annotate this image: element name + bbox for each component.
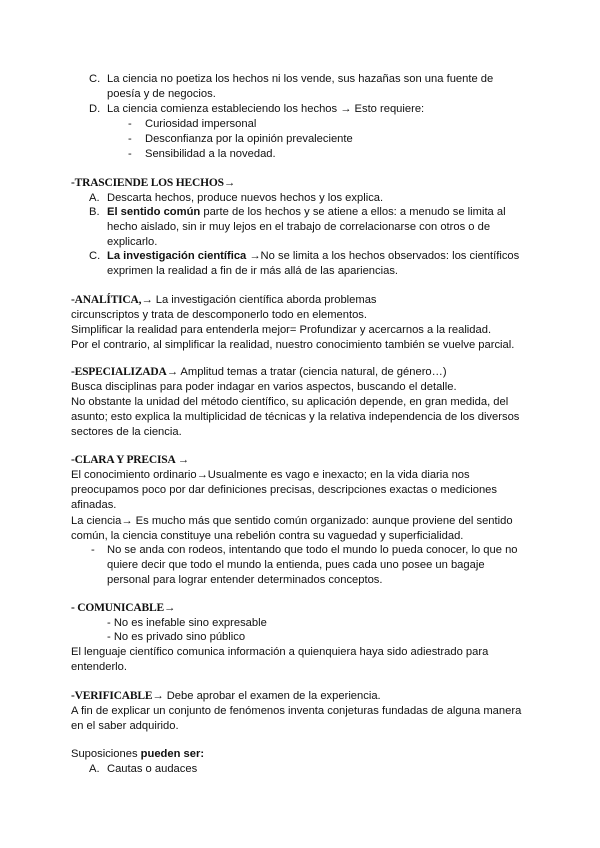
dash-marker: -	[91, 544, 95, 556]
list-item: - No es privado sino público	[107, 631, 246, 643]
paragraph-line: El conocimiento ordinario→Usualmente es vago e inexacto; en la vida diaria nos	[71, 469, 470, 481]
paragraph-line: común, la ciencia constituye una rebelión contra su vaguedad y superficialidad.	[71, 530, 464, 542]
paragraph-line: afinadas.	[71, 499, 117, 511]
text-run: Suposiciones	[71, 748, 141, 760]
paragraph-line	[107, 205, 506, 221]
paragraph-line: Cautas o audaces	[107, 763, 198, 775]
paragraph-line	[107, 249, 519, 265]
paragraph-line: Por el contrario, al simplificar la realidad, nuestro conocimiento también se vuelve parcial.	[71, 339, 515, 351]
paragraph-line: explicarlo.	[107, 236, 158, 248]
paragraph-line	[71, 293, 377, 309]
bold-term: La investigación científica	[107, 250, 247, 262]
section-heading: -ESPECIALIZADA→	[71, 366, 178, 378]
list-marker: B.	[89, 206, 100, 218]
paragraph-line: A fin de explicar un conjunto de fenómenos inventa conjeturas fundadas de alguna manera	[71, 705, 522, 717]
section-heading: -TRASCIENDE LOS HECHOS→	[71, 177, 236, 189]
paragraph-line: El lenguaje científico comunica información a quienquiera haya sido adiestrado para	[71, 646, 489, 658]
paragraph-line: exprimen la realidad a fin de ir más allá de las apariencias.	[107, 265, 399, 277]
paragraph-line: sectores de la ciencia.	[71, 426, 182, 438]
list-item: - No es inefable sino expresable	[107, 617, 267, 629]
paragraph-line: quiere decir que todo el mundo la entienda, pues cada uno posee un bagaje	[107, 559, 485, 571]
paragraph-line: poesía y de negocios.	[107, 88, 216, 100]
paragraph-line: La ciencia→ Es mucho más que sentido común organizado: aunque proviene del sentido	[71, 515, 513, 527]
list-marker: A.	[89, 763, 100, 775]
bold-term: pueden ser:	[140, 748, 205, 760]
dash-marker: -	[128, 133, 132, 145]
paragraph-line: La ciencia no poetiza los hechos ni los vende, sus hazañas son una fuente de	[107, 73, 494, 85]
text-run: La investigación científica aborda problemas	[152, 294, 377, 306]
paragraph-line: Simplificar la realidad para entenderla mejor= Profundizar y acercarnos a la realidad.	[71, 324, 492, 336]
section-heading: -ANALÍTICA,→	[71, 294, 153, 306]
list-item: Desconfianza por la opinión prevaleciente	[145, 133, 353, 145]
list-marker: A.	[89, 192, 100, 204]
paragraph-line: No se anda con rodeos, intentando que todo el mundo lo pueda conocer, lo que no	[107, 544, 518, 556]
text-run: Amplitud temas a tratar (ciencia natural, de género…)	[177, 366, 447, 378]
paragraph-line: Busca disciplinas para poder indagar en varios aspectos, buscando el detalle.	[71, 381, 457, 393]
paragraph-line	[71, 365, 447, 381]
dash-marker: -	[128, 118, 132, 130]
paragraph-line	[71, 689, 381, 705]
paragraph-line: entenderlo.	[71, 661, 127, 673]
paragraph-line: La ciencia comienza estableciendo los hechos → Esto requiere:	[107, 103, 425, 115]
paragraph-line: No obstante la unidad del método científico, su aplicación depende, en gran medida, del	[71, 396, 509, 408]
list-marker: D.	[89, 103, 101, 115]
paragraph-line: personal para lograr entender determinados conceptos.	[107, 574, 383, 586]
text-run: parte de los hechos y se atiene a ellos: a menudo se limita al	[200, 206, 506, 218]
list-marker: C.	[89, 250, 101, 262]
text-run: →No se limita a los hechos observados: los científicos	[246, 250, 520, 262]
section-heading: -CLARA Y PRECISA →	[71, 454, 189, 466]
paragraph-line: circunscriptos y trata de descomponerlo todo en elementos.	[71, 309, 368, 321]
paragraph-line: hecho aislado, sin ir muy lejos en el trabajo de correlacionarse con otros o de	[107, 221, 491, 233]
text-run: Debe aprobar el examen de la experiencia.	[163, 690, 381, 702]
section-heading: -VERIFICABLE→	[71, 690, 164, 702]
list-item: Sensibilidad a la novedad.	[145, 148, 276, 160]
paragraph-line: en el saber adquirido.	[71, 720, 179, 732]
list-marker: C.	[89, 73, 101, 85]
bold-term: El sentido común	[107, 206, 201, 218]
paragraph-line: asunto; esto explica la multiplicidad de técnicas y la relativa independencia de los diversos	[71, 411, 520, 423]
section-heading: - COMUNICABLE→	[71, 602, 176, 614]
paragraph-line: preocupamos poco por dar definiciones precisas, descripciones exactas o mediciones	[71, 484, 497, 496]
list-item: Curiosidad impersonal	[145, 118, 257, 130]
paragraph-line: Descarta hechos, produce nuevos hechos y los explica.	[107, 192, 384, 204]
paragraph-line	[71, 747, 204, 763]
dash-marker: -	[128, 148, 132, 160]
